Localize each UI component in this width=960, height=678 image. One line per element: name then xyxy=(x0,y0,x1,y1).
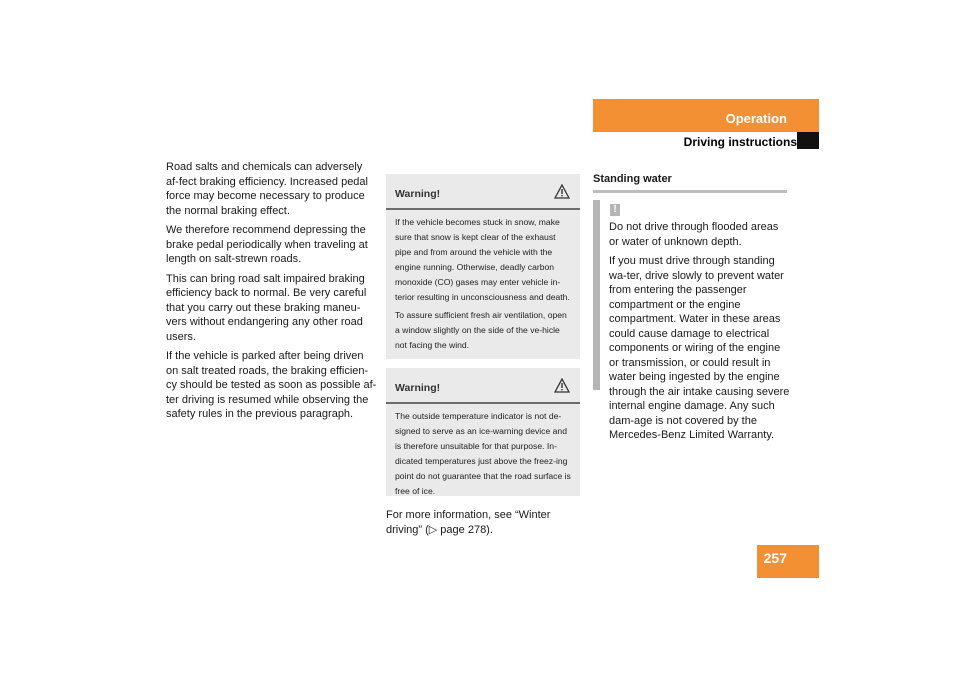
warning-title: Warning! xyxy=(395,188,441,200)
paragraph: Road salts and chemicals can adversely af-fect braking efficiency. Increased pedal force may become necessary to produce the normal braking effect. xyxy=(166,161,368,217)
note-side-bar xyxy=(593,200,600,390)
warning-text: If the vehicle becomes stuck in snow, make sure that snow is kept clear of the exhaust pipe and from around the vehicle with the engine running. Otherwise, deadly carbon monoxide (CO) gases may enter vehicle in-terior resulting in unconsciousness and death. xyxy=(395,217,570,302)
section-title: Operation xyxy=(725,111,787,126)
header-accent-bar xyxy=(593,99,819,132)
warning-triangle-icon xyxy=(554,184,570,204)
paragraph: We therefore recommend depressing the brake pedal periodically when traveling at length on salt-strewn roads. xyxy=(166,224,368,265)
winter-driving-reference[interactable]: For more information, see “Winter driving” (▷ page 278). xyxy=(386,509,551,536)
warning-text: The outside temperature indicator is not de-signed to serve as an ice-warning device and is therefore unsuitable for that purpose. In-dicated temperatures just above the freez-ing point do not guarantee that the road surface is free of ice. xyxy=(395,411,571,496)
paragraph: Do not drive through flooded areas or water of unknown depth. xyxy=(609,221,779,248)
warning-triangle-icon xyxy=(554,378,570,398)
warning-text: To assure sufficient fresh air ventilation, open a window slightly on the side of the ve-hicle not facing the wind. xyxy=(395,310,567,350)
warning-title: Warning! xyxy=(395,382,441,394)
page-number: 257 xyxy=(757,545,819,578)
warning-header xyxy=(386,368,580,404)
note-exclamation-icon: ! xyxy=(610,204,620,216)
header-black-block xyxy=(797,132,819,149)
warning-box-ice xyxy=(386,368,580,496)
paragraph: If the vehicle is parked after being driven on salt treated roads, the braking efficien-cy should be tested as soon as possible af-ter driving is resumed while observing the safety rules in the previous paragraph. xyxy=(166,350,377,420)
standing-water-title: Standing water xyxy=(593,173,787,193)
warning-body xyxy=(386,404,580,499)
standing-water-note xyxy=(609,220,791,448)
paragraph: This can bring road salt impaired braking efficiency back to normal. Be very careful that you carry out these braking maneu-vers without endangering any other road users. xyxy=(166,272,367,343)
warning-header xyxy=(386,174,580,210)
warning-box-co xyxy=(386,174,580,359)
paragraph: If you must drive through standing wa-ter, drive slowly to prevent water from entering the passenger compartment or the engine compartment. Water in these areas could cause damage to electrical components or wiring of the engine or transmission, or could result in water being ingested by the engine through the air intake causing severe internal engine damage. Any such dam-age is not covered by the Mercedes-Benz Limited Warranty. xyxy=(609,255,790,441)
warning-body xyxy=(386,210,580,353)
left-column xyxy=(166,160,378,427)
subsection-title: Driving instructions xyxy=(683,135,797,149)
